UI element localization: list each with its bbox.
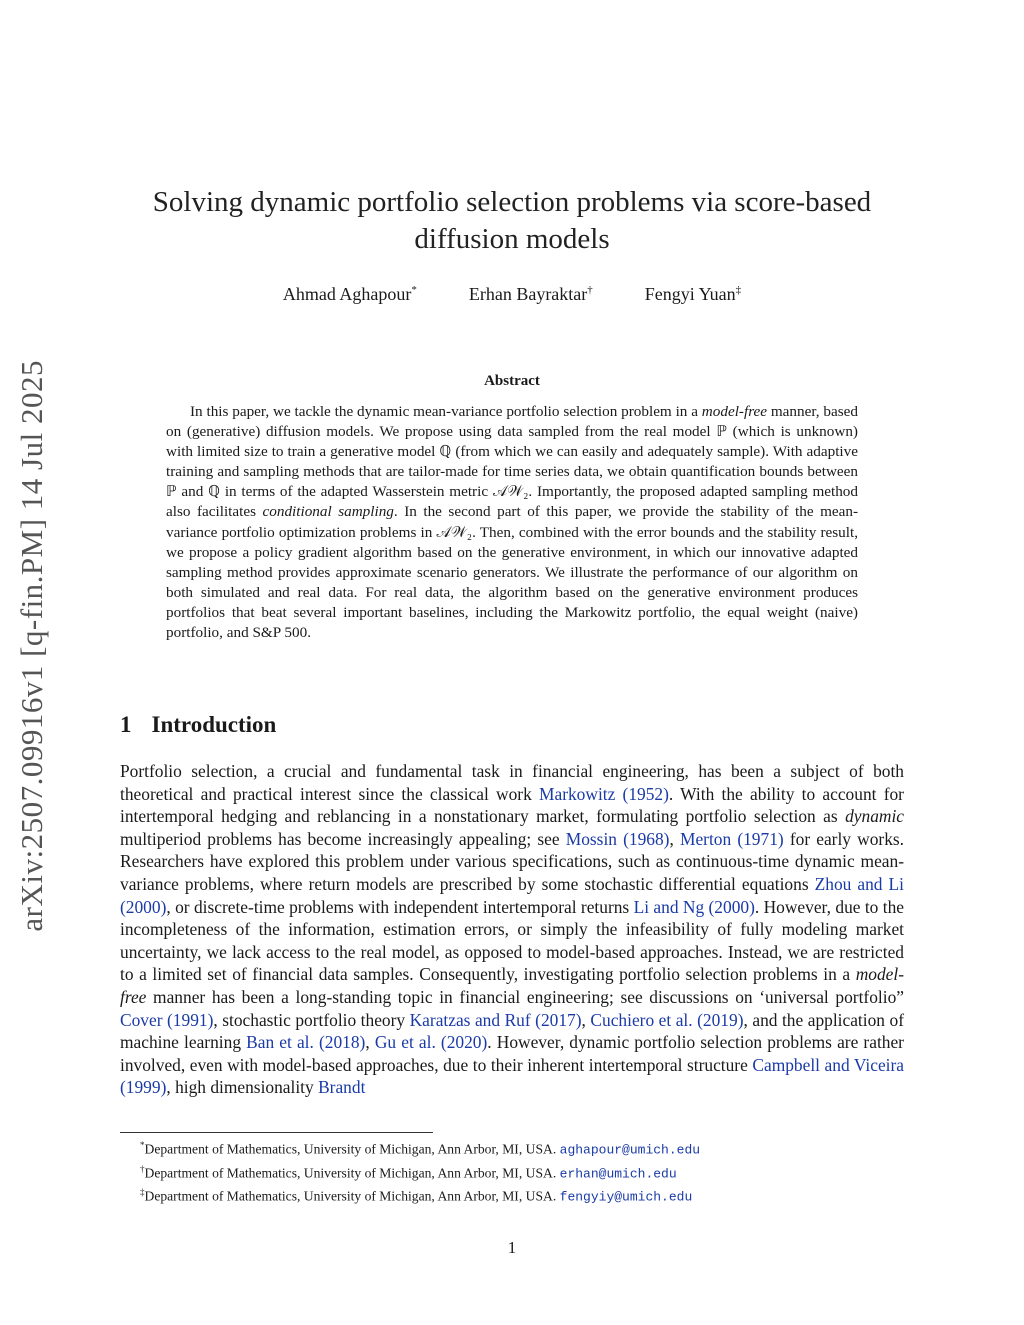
email-link[interactable]: aghapour@umich.edu [559, 1142, 701, 1158]
author[interactable] [283, 284, 417, 305]
footnote-divider [120, 1132, 433, 1133]
citation-link[interactable]: Zhou and Li (2000) [120, 873, 904, 917]
citation-link[interactable]: Karatzas and Ruf (2017) [409, 1009, 582, 1030]
citation-link[interactable]: Brandt [318, 1077, 366, 1098]
citation-link[interactable]: Campbell and Viceira (1999) [120, 1054, 905, 1098]
introduction-paragraph [120, 760, 904, 1099]
body-emphasis: dynamic [845, 806, 904, 827]
citation-link[interactable]: Gu et al. (2020) [374, 1032, 488, 1053]
author[interactable] [469, 284, 593, 305]
author-name: Erhan Bayraktar [468, 284, 588, 304]
footnote-text: Department of Mathematics, University of Michigan, Ann Arbor, MI, USA. [144, 1165, 560, 1181]
footnote-mark: † [140, 1163, 145, 1174]
citation-link[interactable]: Merton (1971) [679, 828, 784, 849]
abstract-text: manner, based on (generative) diffusion models. We propose using data sampled from the real model ℙ (which is unknown) with limited size to train a generative model ℚ (from which we can easily and adequately sample). With adaptive training and sampling methods that are tailor-made for time series data, we obtain quantification bounds between ℙ and ℚ in terms of the adapted Wasserstein metric 𝒜𝒲₂. Importantly, the proposed adapted sampling method also facilitates [166, 403, 859, 521]
author-mark: ‡ [735, 284, 742, 296]
footnote-mark: ‡ [140, 1187, 145, 1198]
author-list [130, 284, 894, 305]
section-heading [120, 712, 276, 738]
author[interactable] [645, 284, 741, 305]
body-text: Portfolio selection, a crucial and fundamental task in financial engineering, has been a subject of both theoretical and practical interest since the classical work [120, 761, 904, 804]
body-text: , [581, 1009, 591, 1030]
body-text: , and the application of machine learning [120, 1009, 904, 1053]
arxiv-identifier: arXiv:2507.09916v1 [q-fin.PM] 14 Jul 2025 [14, 360, 49, 932]
body-text: . However, dynamic portfolio selection problems are rather involved, even with model-based approaches, due to their inherent intertemporal structure [120, 1032, 904, 1075]
body-text: , [365, 1032, 375, 1053]
body-text: multiperiod problems has become increasingly appealing; see [120, 828, 566, 849]
body-text: , or discrete-time problems with independent intertemporal returns [166, 896, 634, 917]
abstract-emphasis: model-free [701, 403, 768, 420]
section-number: 1 [120, 712, 132, 737]
body-emphasis: model-free [120, 964, 904, 1007]
author-name: Fengyi Yuan [644, 284, 736, 304]
email-link[interactable]: erhan@umich.edu [559, 1166, 677, 1182]
page-number: 1 [507, 1238, 517, 1257]
citation-link[interactable]: Markowitz (1952) [539, 783, 669, 804]
footnote [140, 1160, 700, 1184]
body-text: , [669, 828, 680, 849]
footnote-text: Department of Mathematics, University of Michigan, Ann Arbor, MI, USA. [144, 1141, 560, 1157]
citation-link[interactable]: Li and Ng (2000) [633, 896, 755, 917]
citation-link[interactable]: Cover (1991) [120, 1009, 214, 1030]
email-link[interactable]: fengyiy@umich.edu [559, 1189, 693, 1205]
section-title: Introduction [151, 712, 277, 737]
footnote-text: Department of Mathematics, University of Michigan, Ann Arbor, MI, USA. [144, 1188, 560, 1204]
paper-title: Solving dynamic portfolio selection problems via score-based diffusion models [152, 186, 872, 255]
body-text: . With the ability to account for intertemporal hedging and reblancing in a nonstationary market, formulating portfolio selection as [120, 783, 904, 827]
footnotes [140, 1136, 700, 1207]
citation-link[interactable]: Cuchiero et al. (2019) [590, 1009, 744, 1030]
abstract-text: In this paper, we tackle the dynamic mean-variance portfolio selection problem in a [190, 403, 702, 420]
citation-link[interactable]: Mossin (1968) [565, 828, 670, 849]
body-text: . However, due to the incompleteness of the information, estimation errors, or simply the infeasibility of fully modeling market uncertainty, we lack access to the real model, as opposed to model-based approaches. Instead, we are restricted to a limited set of financial data samples. Consequently, investigating portfolio selection problems in a [120, 896, 904, 985]
body-text: manner has been a long-standing topic in financial engineering; see discussions on ‘universal portfolio” [146, 986, 904, 1007]
footnote [140, 1183, 700, 1207]
footnote [140, 1136, 700, 1160]
author-name: Ahmad Aghapour [282, 284, 412, 304]
author-mark: † [587, 284, 593, 296]
author-mark: * [411, 284, 417, 296]
body-text: for early works. Researchers have explored this problem under various specifications, such as continuous-time dynamic mean-variance problems, where return models are prescribed by some stochastic differential equations [120, 828, 905, 894]
body-text: , stochastic portfolio theory [213, 1009, 410, 1030]
abstract-body [166, 402, 858, 643]
abstract-text: . In the second part of this paper, we provide the stability of the mean-variance portfolio optimization problems in 𝒜𝒲₂. Then, combined with the error bounds and the stability result, we propose a policy gradient algorithm based on the generative environment, in which our innovative adapted sampling method provides approximate scenario generators. We illustrate the performance of our algorithm on both simulated and real data. For real data, the algorithm based on the generative environment produces portfolios that beat several important baselines, including the Markowitz portfolio, the equal weight (naive) portfolio, and S&P 500. [166, 503, 859, 642]
footnote-mark: * [140, 1140, 145, 1150]
citation-link[interactable]: Ban et al. (2018) [246, 1032, 366, 1053]
body-text: , high dimensionality [166, 1077, 319, 1098]
abstract-emphasis: conditional sampling [262, 503, 394, 521]
abstract-heading: Abstract [484, 373, 540, 389]
